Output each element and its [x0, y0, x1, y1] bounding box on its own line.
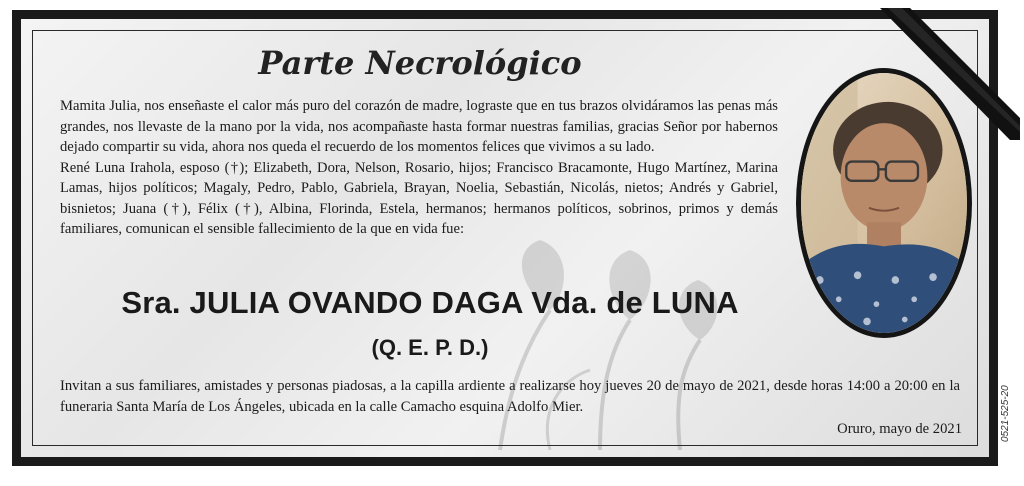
invitation-text: [60, 376, 960, 417]
reference-code: 0521-525-20: [1000, 385, 1011, 442]
notice-body: [60, 96, 778, 240]
deceased-name: Sra. JULIA OVANDO DAGA Vda. de LUNA: [121, 285, 739, 320]
invitation-paragraph: Invitan a sus familiares, amistades y personas piadosas, a la capilla ardiente a realizarse hoy jueves 20 de mayo de 2021, desde horas 14:00 a 20:00 en la funeraria Santa María de Los Ángeles, ubicada en la calle Camacho esquina Adolfo Mier.: [60, 378, 960, 415]
family-paragraph: René Luna Irahola, esposo (†); Elizabeth, Dora, Nelson, Rosario, hijos; Francisco Bracamonte, Hugo Martínez, Marina Lamas, hijos políticos; Magaly, Pedro, Pablo, Gabriela, Brayan, Noelia, Sebastián, Nicolás, nietos; Andrés y Gabriel, bisnietos; Juana (†), Félix (†), Albina, Florinda, Estela, hermanos; hermanos políticos, sobrinos, primos y demás familiares, comunican el sensible fallecimiento de la que en vida fue:: [60, 159, 778, 237]
notice-title: Parte Necrológico: [258, 44, 582, 82]
qepd-label: (Q. E. P. D.): [371, 335, 489, 360]
place-date-signoff: Oruro, mayo de 2021: [837, 421, 962, 437]
mourning-ribbon-icon: [870, 0, 1024, 140]
tribute-paragraph: Mamita Julia, nos enseñaste el calor más puro del corazón de madre, lograste que en tus brazos olvidáramos las penas más grandes, nos llevaste de la mano por la vida, nos acompañaste hasta formar nuestras familias, gracias Señor por habernos dejado compartir su vida, ahora nos queda el recuerdo de los momentos felices que vivimos a su lado.: [60, 98, 778, 155]
